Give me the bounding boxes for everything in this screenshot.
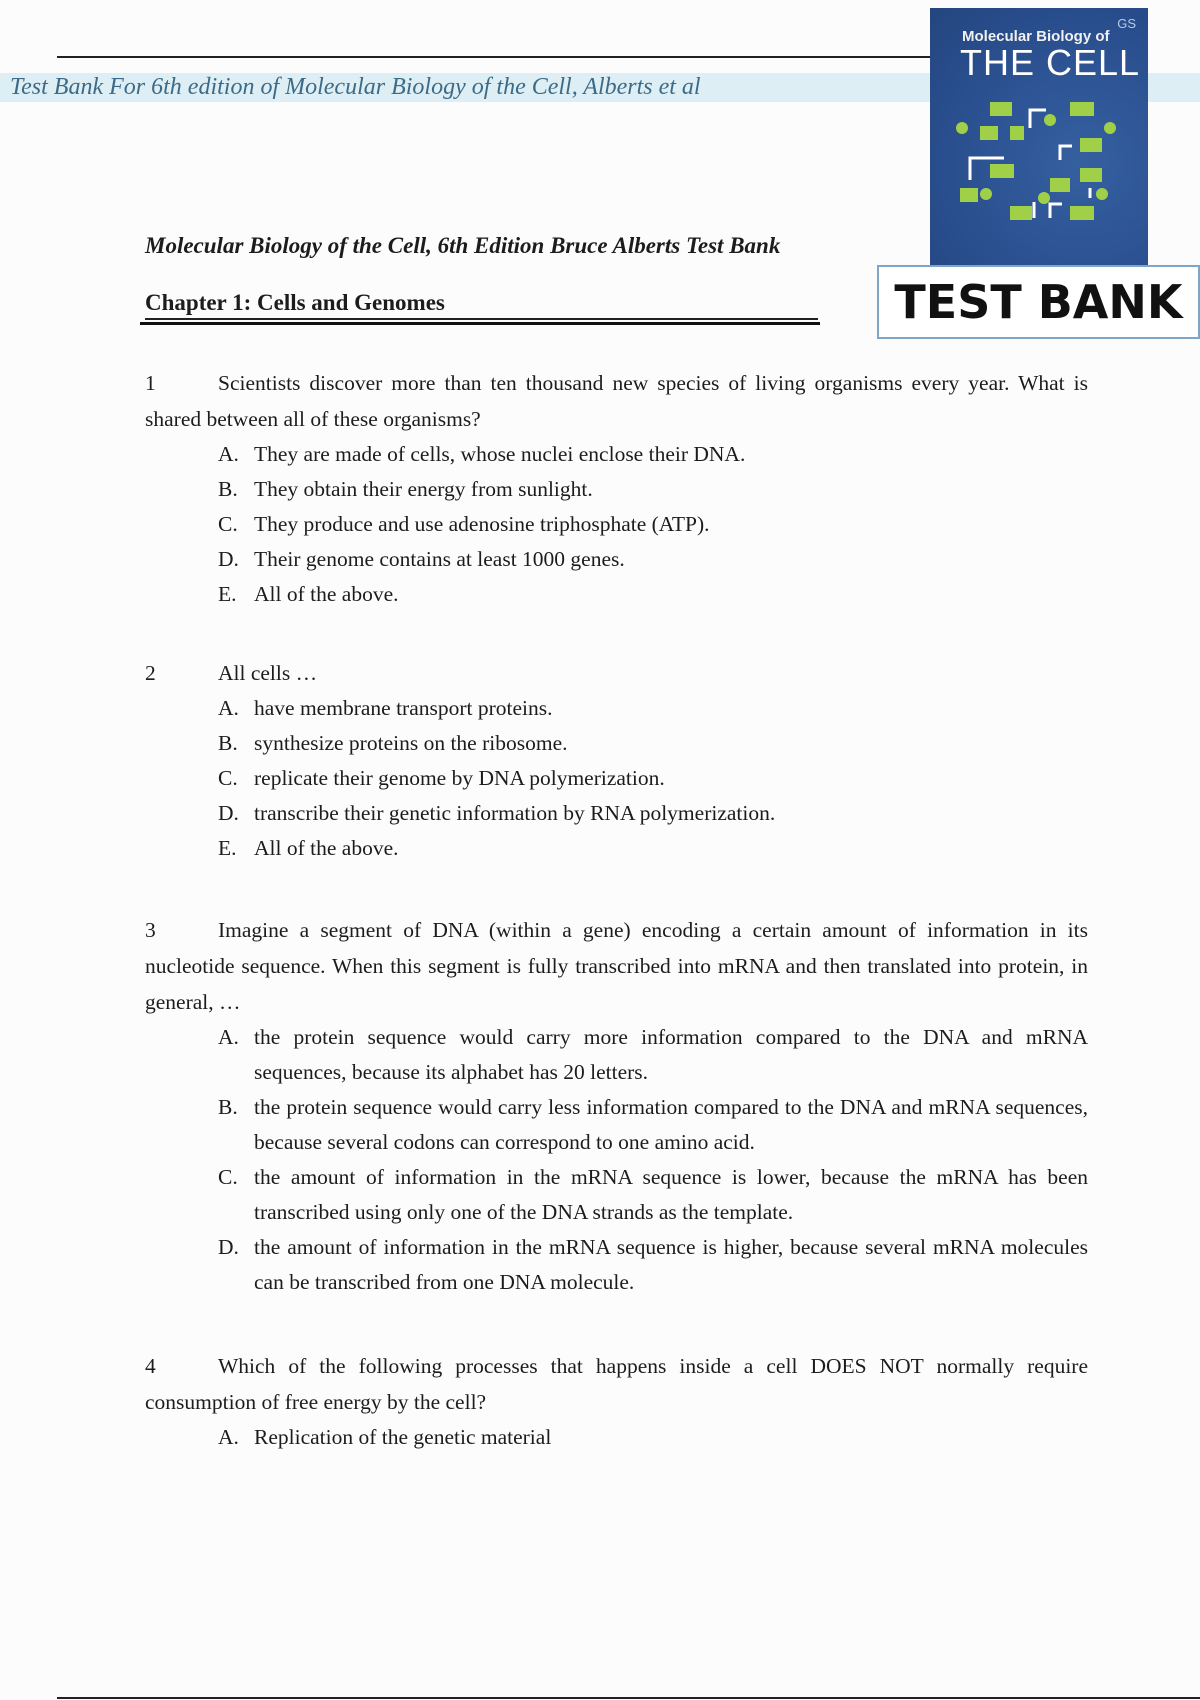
option-b [145,1090,1088,1160]
test-bank-badge [877,265,1200,339]
option-c [145,507,1088,542]
question-stem [145,912,1088,1020]
question-3 [145,912,1088,1300]
option-text: the amount of information in the mRNA sequence is higher, because several mRNA molecules can be transcribed from one DNA molecule. [254,1235,1088,1294]
option-letter: A. [218,1425,239,1449]
question-text: Imagine a segment of DNA (within a gene) encoding a certain amount of information in its nucleotide sequence. When this segment is fully transcribed into mRNA and then translated into protein, in general, … [145,918,1088,1014]
question-stem [145,655,1088,691]
footer-rule [57,1697,1200,1699]
book-cover-image [930,8,1148,266]
running-title: Test Bank For 6th edition of Molecular Biology of the Cell, Alberts et al [10,74,701,100]
option-d [145,542,1088,577]
question-number: 3 [145,918,156,942]
question-stem [145,1348,1088,1420]
option-letter: C. [218,1165,238,1189]
option-text: All of the above. [254,582,399,606]
option-text: They are made of cells, whose nuclei enclose their DNA. [254,442,746,466]
cover-circuit-art-icon [950,98,1130,238]
question-number: 2 [145,661,156,685]
chapter-heading: Chapter 1: Cells and Genomes [145,290,445,315]
option-letter: A. [218,1025,239,1049]
option-list [145,691,1088,866]
option-letter: D. [218,801,239,825]
option-text: have membrane transport proteins. [254,696,553,720]
option-text: the amount of information in the mRNA sequence is lower, because the mRNA has been transcribed using only one of the DNA strands as the template. [254,1165,1088,1224]
option-e [145,577,1088,612]
option-letter: D. [218,547,239,571]
option-text: synthesize proteins on the ribosome. [254,731,568,755]
question-text: Scientists discover more than ten thousand new species of living organisms every year. What is shared between all of these organisms? [145,371,1088,431]
option-b [145,726,1088,761]
option-letter: A. [218,442,239,466]
chapter-underline [145,318,818,320]
document-title: Molecular Biology of the Cell, 6th Edition Bruce Alberts Test Bank [145,233,781,258]
option-text: the protein sequence would carry more information compared to the DNA and mRNA sequences, because its alphabet has 20 letters. [254,1025,1088,1084]
question-number: 1 [145,371,156,395]
option-letter: D. [218,1235,239,1259]
option-a [145,1020,1088,1090]
option-list [145,437,1088,612]
option-letter: E. [218,582,237,606]
option-d [145,796,1088,831]
option-letter: C. [218,512,238,536]
option-a [145,1420,1088,1455]
option-text: Replication of the genetic material [254,1425,552,1449]
question-1 [145,365,1088,612]
option-text: All of the above. [254,836,399,860]
option-letter: B. [218,1095,238,1119]
option-b [145,472,1088,507]
option-text: They produce and use adenosine triphosphate (ATP). [254,512,710,536]
option-text: the protein sequence would carry less information compared to the DNA and mRNA sequences, because several codons can correspond to one amino acid. [254,1095,1088,1154]
question-text: Which of the following processes that happens inside a cell DOES NOT normally require consumption of free energy by the cell? [145,1354,1088,1414]
option-letter: B. [218,477,238,501]
option-list [145,1020,1088,1300]
option-c [145,1160,1088,1230]
cover-subtitle: Molecular Biology of [962,28,1110,45]
option-e [145,831,1088,866]
option-letter: E. [218,836,237,860]
option-text: Their genome contains at least 1000 genes. [254,547,625,571]
cover-title: THE CELL [960,42,1141,83]
option-text: transcribe their genetic information by RNA polymerization. [254,801,776,825]
option-letter: A. [218,696,239,720]
option-letter: C. [218,766,238,790]
option-a [145,437,1088,472]
question-2 [145,655,1088,866]
option-text: They obtain their energy from sunlight. [254,477,593,501]
top-rule [57,56,930,58]
option-a [145,691,1088,726]
option-c [145,761,1088,796]
option-text: replicate their genome by DNA polymerization. [254,766,665,790]
test-bank-label: TEST BANK [894,275,1183,329]
chapter-divider [140,322,820,325]
option-d [145,1230,1088,1300]
option-list [145,1420,1088,1455]
cover-edition-mark: GS [1117,16,1136,31]
question-4 [145,1348,1088,1455]
question-text: All cells … [218,661,318,685]
question-stem [145,365,1088,437]
option-letter: B. [218,731,238,755]
question-number: 4 [145,1354,156,1378]
